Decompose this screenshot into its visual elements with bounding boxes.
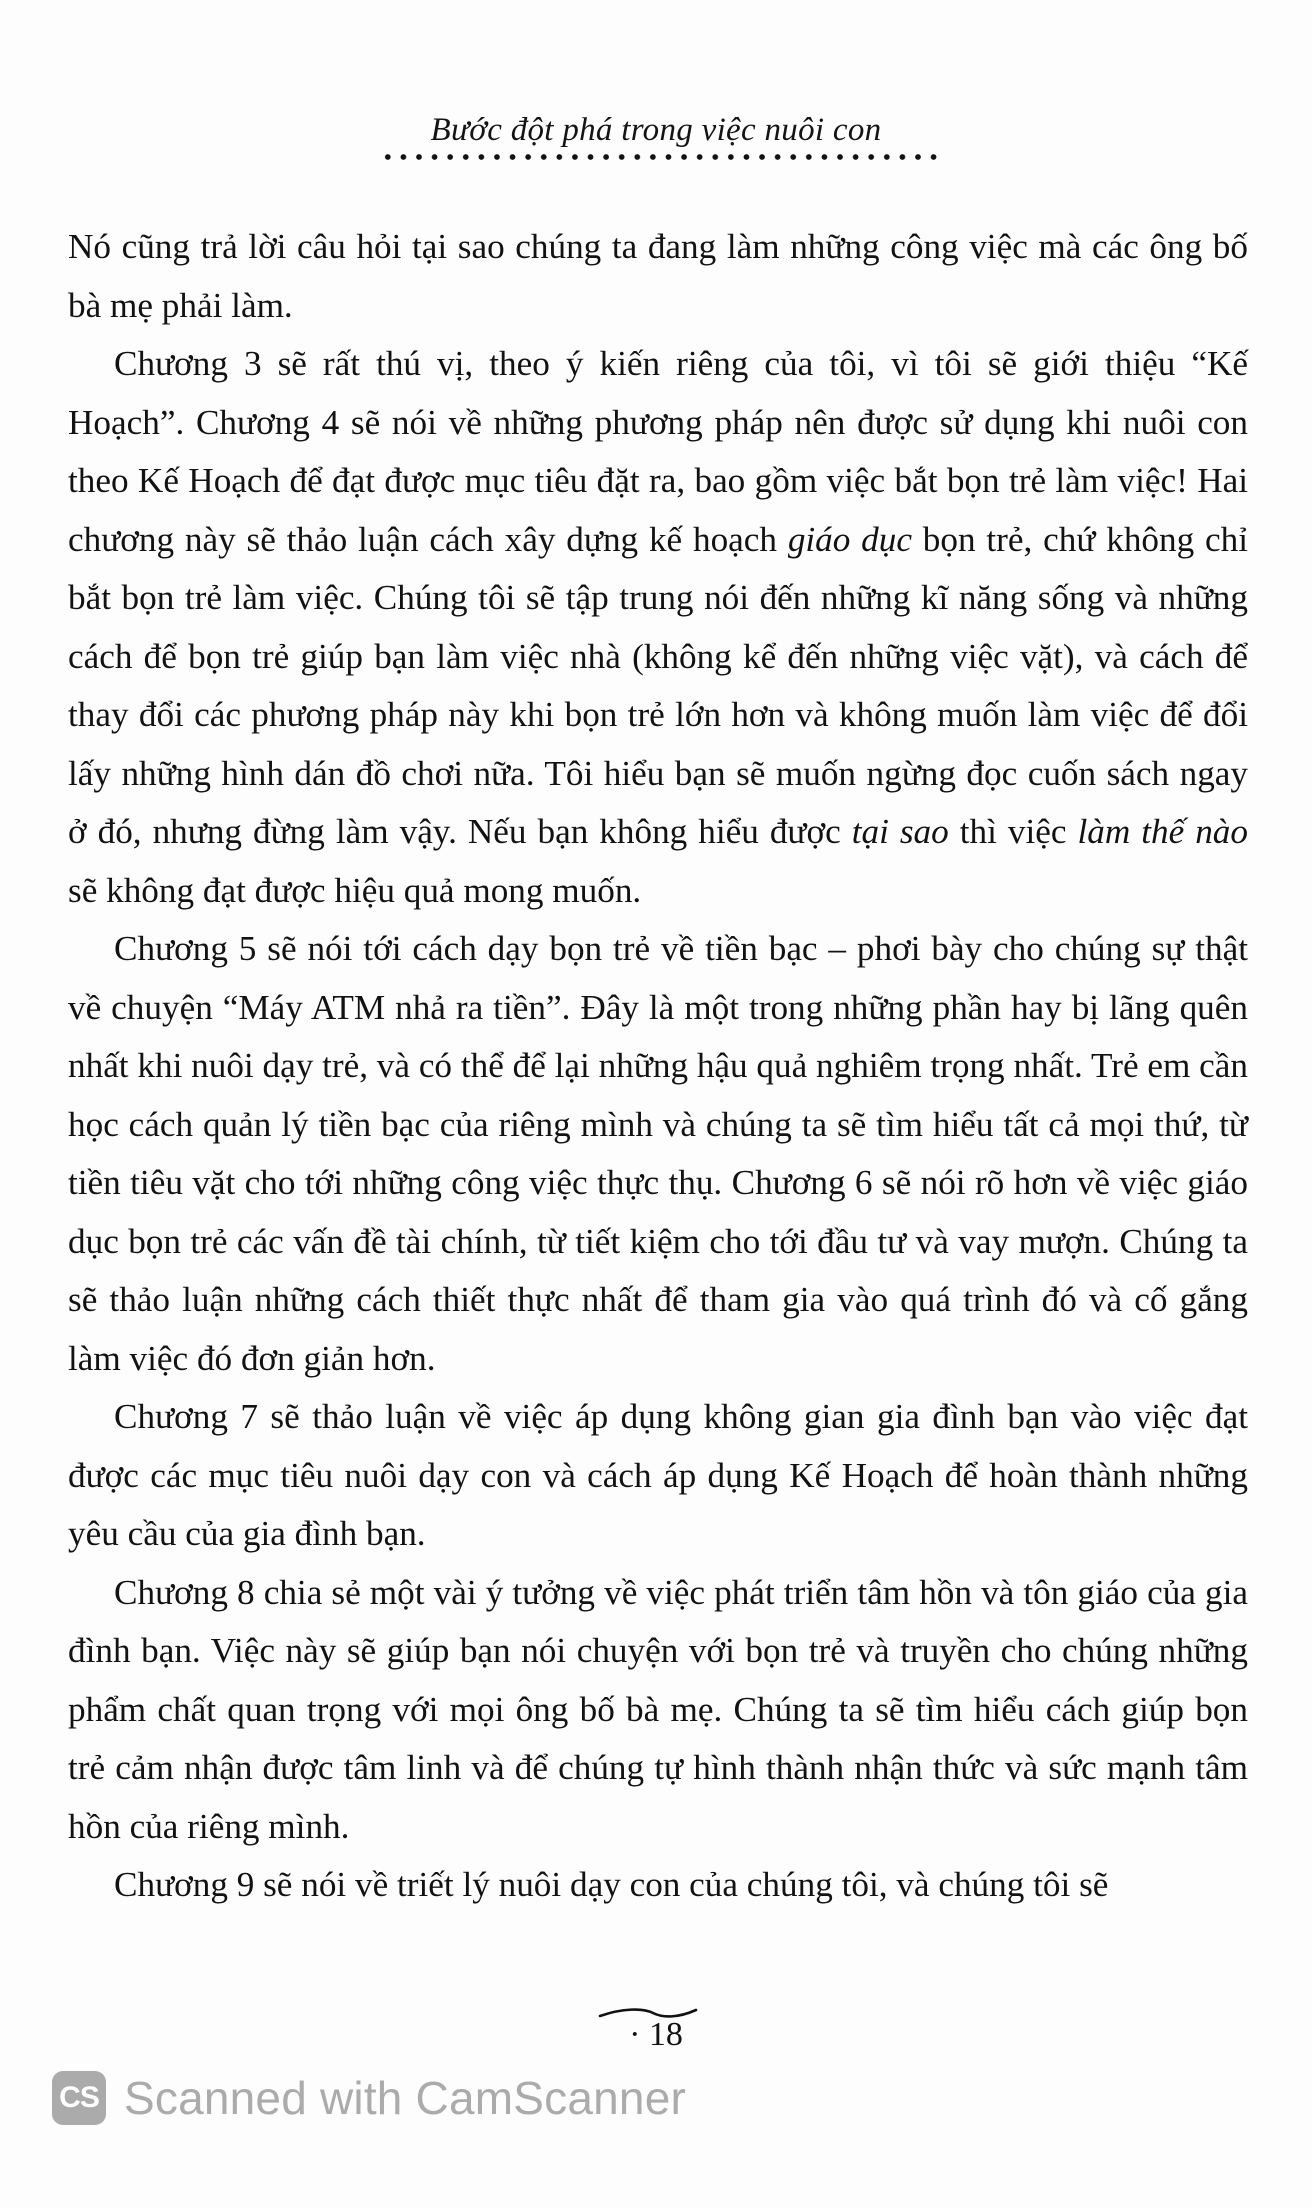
paragraph-6: Chương 9 sẽ nói về triết lý nuôi dạy con của chúng tôi, và chúng tôi sẽ	[114, 1865, 1109, 1904]
header-dotted-rule	[380, 148, 945, 166]
paragraph-2	[68, 335, 1248, 920]
paragraph-2-part-d: sẽ không đạt được hiệu quả mong muốn.	[68, 870, 642, 910]
emphasis-giao-duc: giáo dục	[787, 519, 912, 559]
paragraph-3: Chương 5 sẽ nói tới cách dạy bọn trẻ về tiền bạc – phơi bày cho chúng sự thật về chuyện “Máy ATM nhả ra tiền”. Đây là một trong những phần hay bị lãng quên nhất khi nuôi dạy trẻ, và có thể để lại những hậu quả nghiêm trọng nhất. Trẻ em cần học cách quản lý tiền bạc của riêng mình và chúng ta sẽ tìm hiểu tất cả mọi thứ, từ tiền tiêu vặt cho tới những công việc thực thụ. Chương 6 sẽ nói rõ hơn về việc giáo dục bọn trẻ các vấn đề tài chính, từ tiết kiệm cho tới đầu tư và vay mượn. Chúng ta sẽ thảo luận những cách thiết thực nhất để tham gia vào quá trình đó và cố gắng làm việc đó đơn giản hơn.	[68, 929, 1248, 1378]
page-number: · 18	[629, 2016, 683, 2053]
camscanner-logo-icon: CS	[52, 2071, 106, 2125]
camscanner-watermark	[52, 2068, 686, 2128]
emphasis-tai-sao: tại sao	[851, 812, 949, 851]
camscanner-text: Scanned with CamScanner	[124, 2072, 687, 2124]
paragraph-2-part-a: Chương 3 sẽ rất thú vị, theo ý kiến riêng của tôi, vì tôi sẽ giới thiệu “Kế Hoạch”. Chương 4 sẽ nói về những phương pháp nên được sử dụng khi nuôi con theo Kế Hoạch để đạt được mục tiêu đặt ra, bao gồm việc bắt bọn trẻ làm việc! Hai chương này sẽ thảo luận cách xây dựng kế hoạch	[68, 344, 1248, 559]
paragraph-4: Chương 7 sẽ thảo luận về việc áp dụng không gian gia đình bạn vào việc đạt được các mục tiêu nuôi dạy con và cách áp dụng Kế Hoạch để hoàn thành những yêu cầu của gia đình bạn.	[68, 1397, 1248, 1553]
page-body	[68, 218, 1248, 1915]
running-header-title: Bước đột phá trong việc nuôi con	[430, 112, 882, 148]
paragraph-2-part-c: thì việc	[948, 812, 1078, 851]
emphasis-lam-the-nao: làm thế nào	[1077, 812, 1248, 851]
paragraph-1: Nó cũng trả lời câu hỏi tại sao chúng ta đang làm những công việc mà các ông bố bà mẹ phải làm.	[68, 227, 1248, 325]
paragraph-5: Chương 8 chia sẻ một vài ý tưởng về việc phát triển tâm hồn và tôn giáo của gia đình bạn. Việc này sẽ giúp bạn nói chuyện với bọn trẻ và truyền cho chúng những phẩm chất quan trọng với mọi ông bố bà mẹ. Chúng ta sẽ tìm hiểu cách giúp bọn trẻ cảm nhận được tâm linh và để chúng tự hình thành nhận thức và sức mạnh tâm hồn của riêng mình.	[68, 1572, 1248, 1846]
paragraph-2-part-b: bọn trẻ, chứ không chỉ bắt bọn trẻ làm việc. Chúng tôi sẽ tập trung nói đến những kĩ năng sống và những cách để bọn trẻ giúp bạn làm việc nhà (không kể đến những việc vặt), và cách để thay đổi các phương pháp này khi bọn trẻ lớn hơn và không muốn làm việc để đổi lấy những hình dán đồ chơi nữa. Tôi hiểu bạn sẽ muốn ngừng đọc cuốn sách ngay ở đó, nhưng đừng làm vậy. Nếu bạn không hiểu được	[68, 519, 1248, 851]
